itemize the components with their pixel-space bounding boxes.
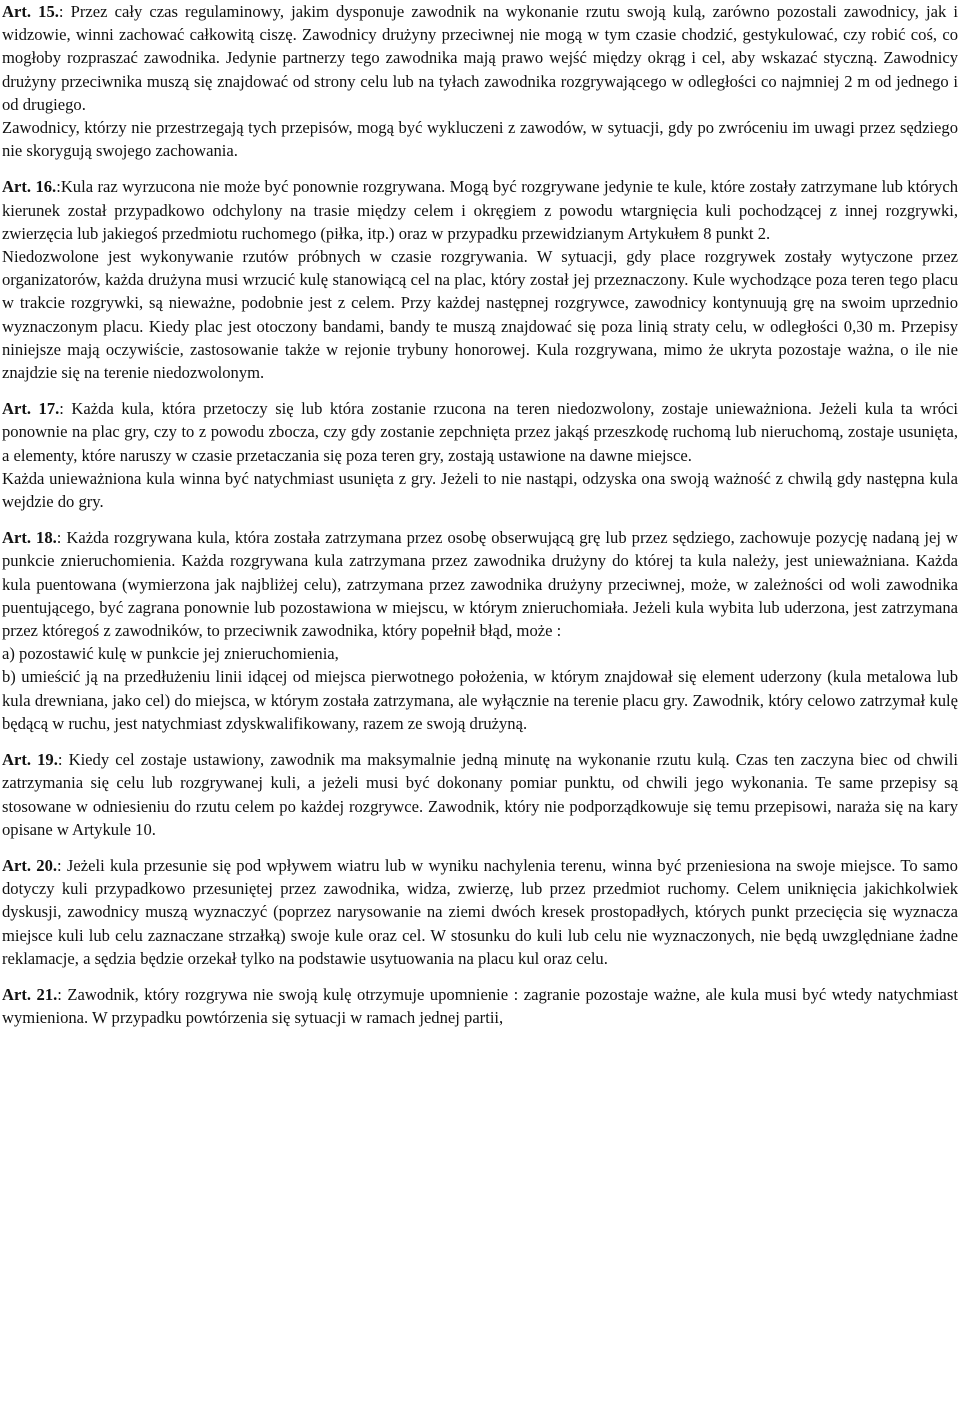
article-label: Art. 17. xyxy=(2,399,60,419)
article-label: Art. 16. xyxy=(2,177,57,197)
article-21 xyxy=(2,983,958,1029)
article-text: : Zawodnik, który rozgrywa nie swoją kulę otrzymuje upomnienie : zagranie pozostaje ważne, ale kula musi być wtedy natychmiast wymieniona. W przypadku powtórzenia się sytuacji w ramach jednej partii, xyxy=(2,984,958,1028)
article-paragraph xyxy=(2,526,958,642)
article-label: Art. 21. xyxy=(2,984,58,1004)
article-paragraph xyxy=(2,854,958,970)
article-paragraph xyxy=(2,983,958,1029)
article-19 xyxy=(2,748,958,841)
article-20 xyxy=(2,854,958,970)
article-16 xyxy=(2,175,958,384)
article-label: Art. 18. xyxy=(2,528,57,548)
article-paragraph: Niedozwolone jest wykonywanie rzutów próbnych w czasie rozgrywania. W sytuacji, gdy place rozgrywek zostały wytyczone przez organizatorów, każda drużyna musi wrzucić kulę stanowiącą cel na plac, który został jej przeznaczony. Kule wychodzące poza teren tego placu w trakcie rozgrywki, są nieważne, podobnie jest z celem. Przy każdej następnej rozgrywce, zawodnicy kontynuują grę na swoim uprzednio wyznaczonym placu. Kiedy plac jest otoczony bandami, bandy te muszą znajdować się poza linią straty celu, w odległości 0,30 m. Przepisy niniejsze mają oczywiście, zastosowanie także w rejonie trybuny honorowej. Kula rozgrywana, mimo że ukryta pozostaje ważna, o ile nie znajdzie się na terenie niedozwolonym. xyxy=(2,247,958,383)
article-paragraph xyxy=(2,0,958,116)
article-text: : Przez cały czas regulaminowy, jakim dysponuje zawodnik na wykonanie rzutu swoją kulą, zarówno pozostali zawodnicy, jak i widzowie, winni zachować całkowitą ciszę. Zawodnicy drużyny przeciwnej nie mogą w tym czasie chodzić, gestykulować, czy robić coś, co mogłoby rozpraszać zawodnika. Jedynie partnerzy tego zawodnika mają prawo wejść między okrąg i cel, aby wskazać styczną. Zawodnicy drużyny przeciwnika muszą się znajdować od strony celu lub na tyłach zawodnika rozgrywającego w odległości co najmniej 2 m od jednego i od drugiego. xyxy=(2,2,958,114)
article-paragraph xyxy=(2,748,958,841)
article-list-item: a) pozostawić kulę w punkcie jej znieruchomienia, xyxy=(2,644,339,664)
article-paragraph xyxy=(2,397,958,467)
article-18 xyxy=(2,526,958,735)
article-text: :Kula raz wyrzucona nie może być ponownie rozgrywana. Mogą być rozgrywane jedynie te kule, które zostały zatrzymane lub których kierunek został przypadkowo odchylony na trasie między celem i okręgiem z powodu wtargnięcia kuli pochodzącej z innej rozgrywki, zwierzęcia lub jakiegoś przedmiotu ruchomego (piłka, itp.) oraz w przypadku przewidzianym Artykułem 8 punkt 2. xyxy=(2,177,958,243)
article-text: : Jeżeli kula przesunie się pod wpływem wiatru lub w wyniku nachylenia terenu, winna być przeniesiona na swoje miejsce. To samo dotyczy kuli przypadkowo przesuniętej przez zawodnika, widza, zwierzę, lub przez przedmiot ruchomy. Celem uniknięcia jakichkolwiek dyskusji, zawodnicy muszą wyznaczyć (poprzez narysowanie na ziemi dwóch kresek prostopadłych, których punkt przecięcia się wyznacza miejsce kuli lub celu zaznaczane strzałką) swoje kule oraz cel. W stosunku do kuli lub celu nie wyznaczonych, nie będą uwzględniane żadne reklamacje, a sędzia będzie orzekał tylko na podstawie usytuowania na placu kul oraz celu. xyxy=(2,855,958,968)
article-text: : Każda kula, która przetoczy się lub która zostanie rzucona na teren niedozwolony, zostaje unieważniona. Jeżeli kula ta wróci ponownie na plac gry, czy to z powodu zbocza, czy gdy zostanie zepchnięta przez jakąś przeszkodę ruchomą lub nieruchomą, zostaje usunięta, a elementy, które naruszy w czasie przetaczania się poza teren gry, zostają ustawione na dawne miejsce. xyxy=(2,399,958,465)
article-paragraph xyxy=(2,175,958,245)
article-label: Art. 15. xyxy=(2,2,59,21)
article-label: Art. 19. xyxy=(2,750,58,770)
article-paragraph: Zawodnicy, którzy nie przestrzegają tych przepisów, mogą być wykluczeni z zawodów, w sytuacji, gdy po zwróceniu im uwagi przez sędziego nie skorygują swojego zachowania. xyxy=(2,118,958,161)
article-list-item: b) umieścić ją na przedłużeniu linii idącej od miejsca pierwotnego położenia, w którym znajdował się element uderzony (kula metalowa lub kula drewniana, jako cel) do miejsca, w którym została zatrzymana, ale wyłącznie na terenie placu gry. Zawodnik, który celowo zatrzymał kulę będącą w ruchu, jest natychmiast zdyskwalifikowany, razem ze swoją drużyną. xyxy=(2,667,958,733)
article-text: : Każda rozgrywana kula, która została zatrzymana przez osobę obserwującą grę lub przez sędziego, zachowuje pozycję nadaną jej w punkcie znieruchomienia. Każda rozgrywana kula zatrzymana przez zawodnika drużyny do której ta kula należy, jest unieważniana. Każda kula puentowana (wymierzona jak najbliżej celu), zatrzymana przez zawodnika drużyny przeciwnej, może, w zależności od woli zawodnika puentującego, być zagrana ponownie lub pozostawiona w miejscu, w którym znieruchomiała. Jeżeli kula wybita lub uderzona, jest zatrzymana przez któregoś z zawodników, to przeciwnik zawodnika, który popełnił błąd, może : xyxy=(2,528,958,641)
article-paragraph: Każda unieważniona kula winna być natychmiast usunięta z gry. Jeżeli to nie nastąpi, odzyska ona swoją ważność z chwilą gdy następna kula wejdzie do gry. xyxy=(2,468,958,512)
article-text: : Kiedy cel zostaje ustawiony, zawodnik ma maksymalnie jedną minutę na wykonanie rzutu kulą. Czas ten zaczyna biec od chwili zatrzymania się celu lub rozgrywanej kuli, a jeżeli musi być dokonany pomiar punktu, od chwili jego wykonania. Te same przepisy są stosowane w odniesieniu do rzutu celem po każdej rozgrywce. Zawodnik, który nie podporządkowuje się temu przepisowi, naraża się na kary opisane w Artykule 10. xyxy=(2,750,958,839)
article-17 xyxy=(2,397,958,513)
article-15 xyxy=(2,0,958,162)
article-label: Art. 20. xyxy=(2,855,58,875)
